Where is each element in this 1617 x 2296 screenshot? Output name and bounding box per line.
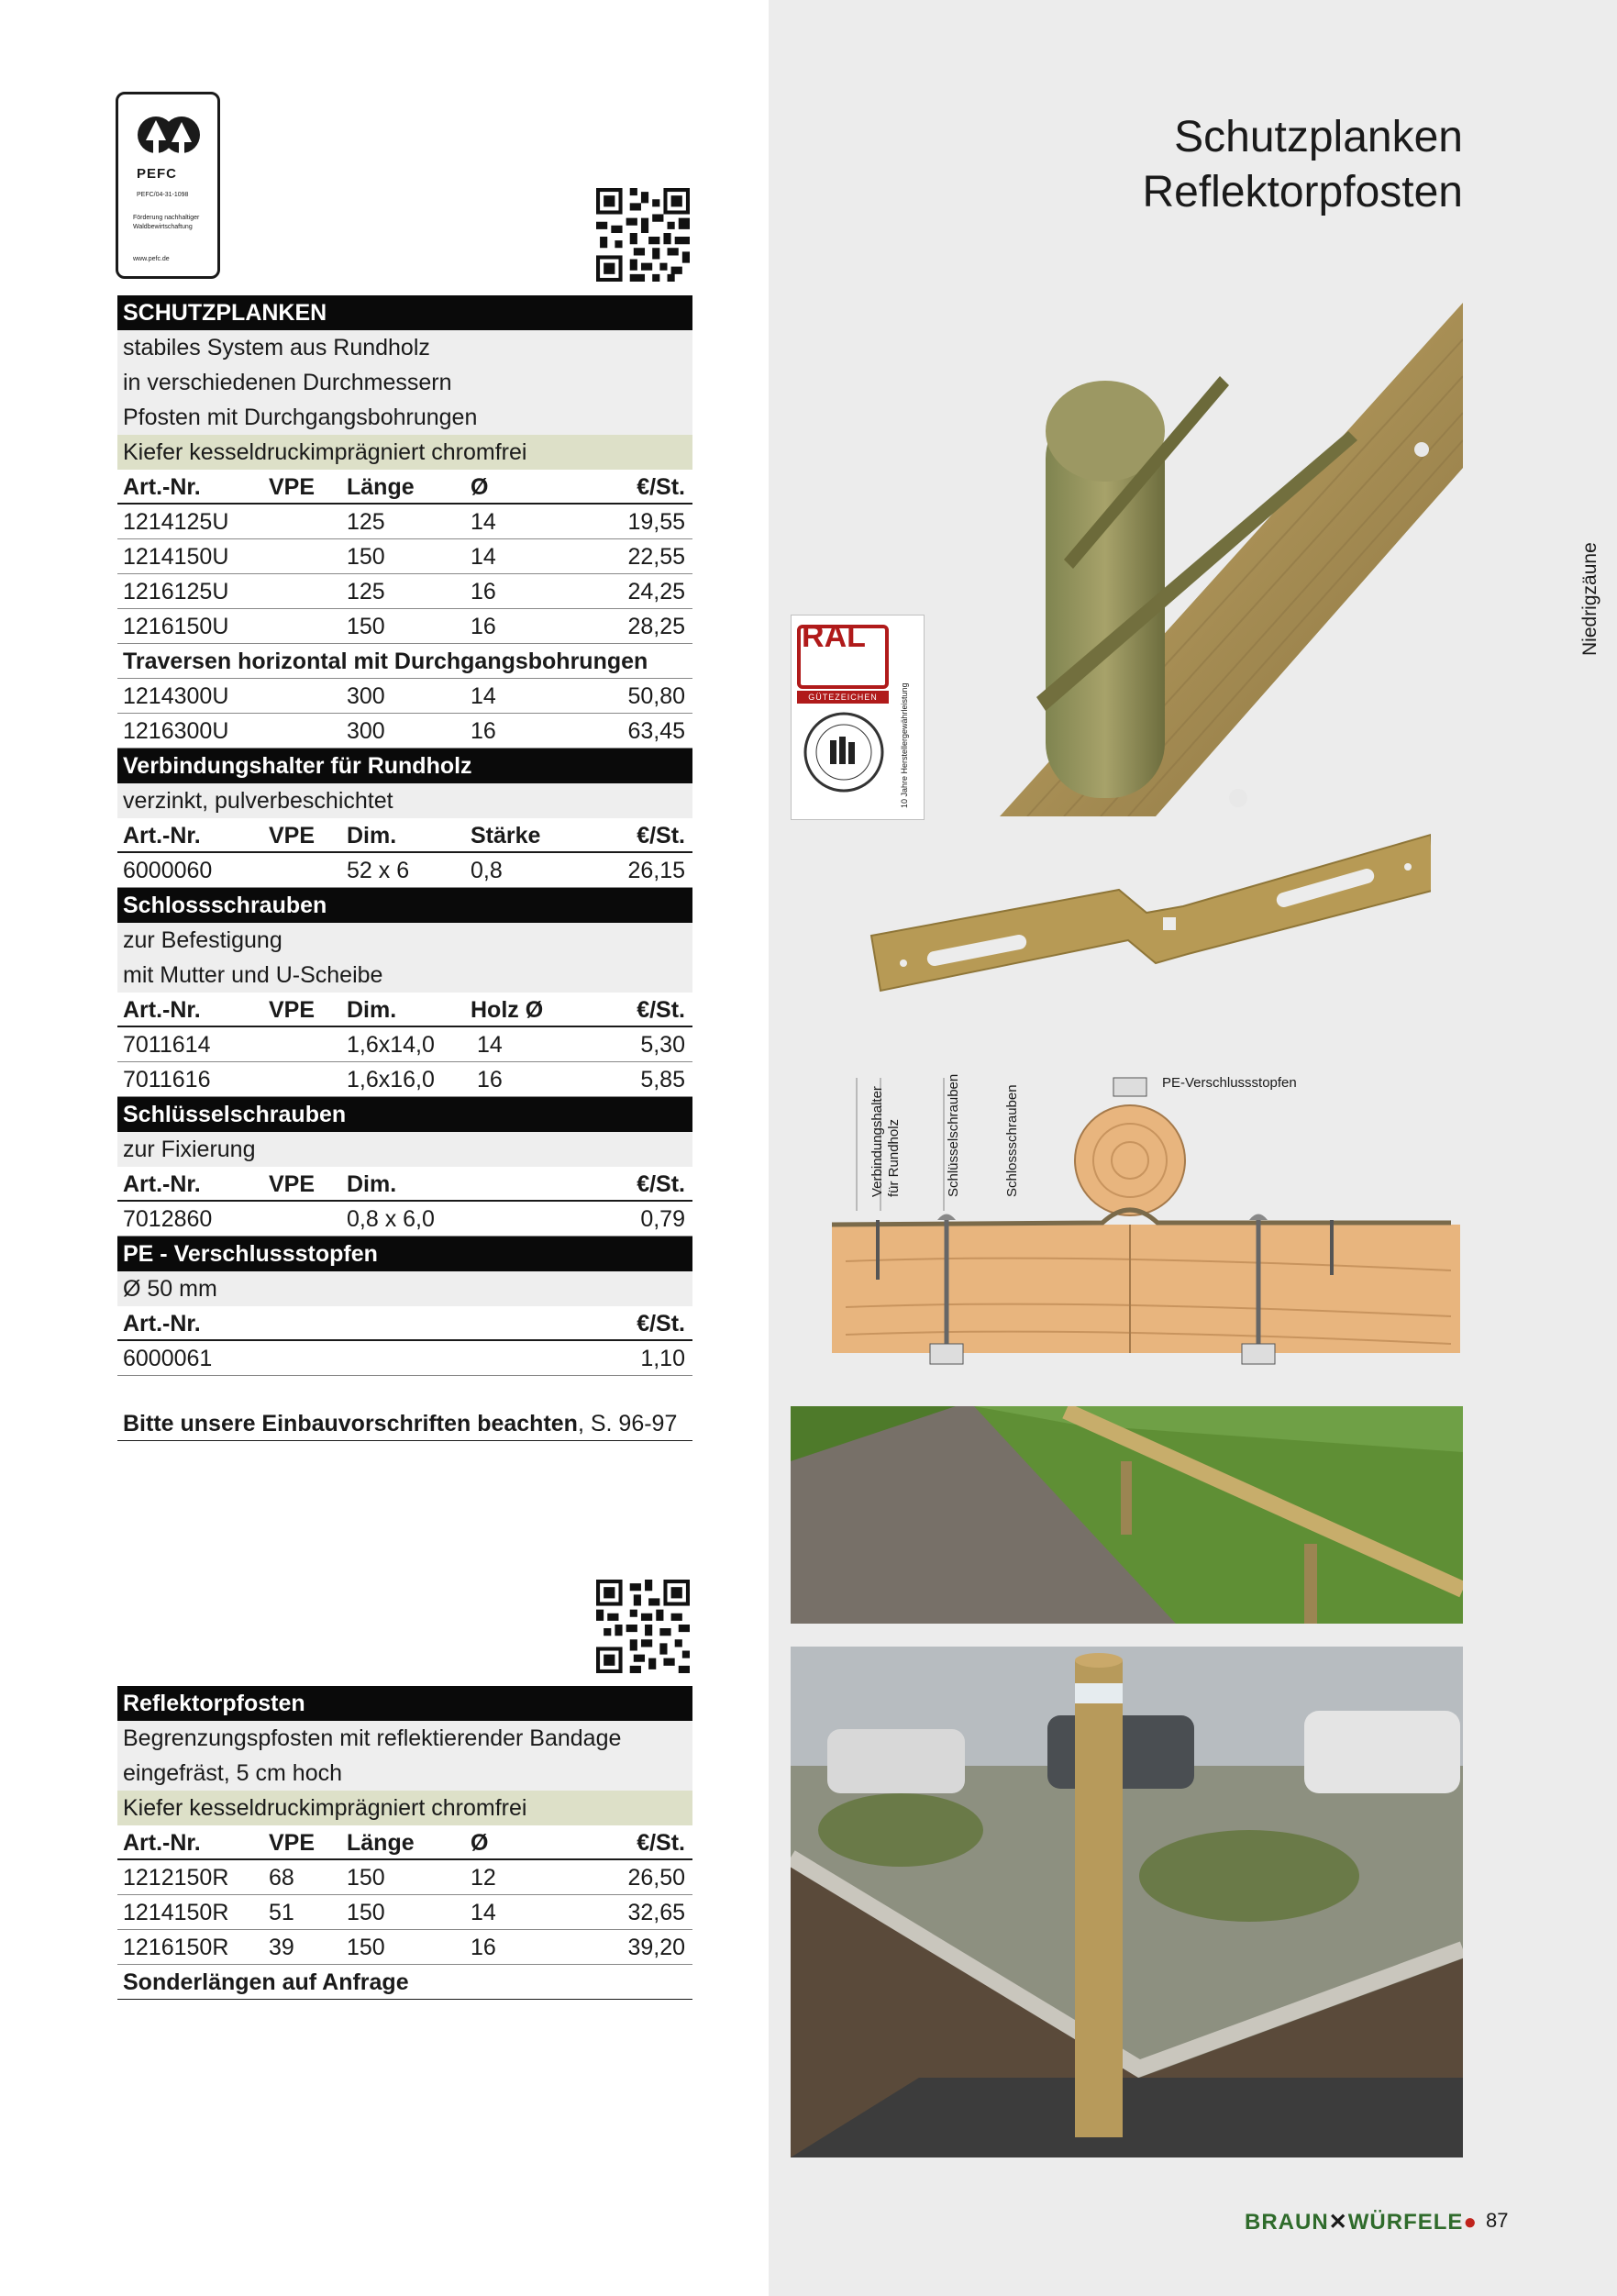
brand-cross-icon: ✕: [1328, 2210, 1348, 2235]
cell-laenge: 125: [347, 579, 385, 605]
photo-reflector-post: [791, 1647, 1463, 2157]
col-holz: Holz Ø: [471, 997, 544, 1023]
qr-code-icon[interactable]: [596, 1580, 690, 1673]
table-row[interactable]: [117, 1202, 692, 1237]
cell-art: 6000060: [123, 858, 213, 883]
cell-art: 1212150R: [123, 1865, 229, 1891]
cell-art: 7011614: [123, 1032, 211, 1058]
col-dim: Dim.: [347, 1171, 397, 1197]
col-durchmesser: Ø: [471, 1830, 489, 1856]
pefc-code: PEFC/04-31-1098: [137, 192, 189, 198]
cell-preis: 50,80: [627, 683, 685, 709]
col-staerke: Stärke: [471, 823, 541, 849]
section-header: Verbindungshalter für Rundholz: [117, 749, 692, 783]
cell-preis: 0,79: [640, 1206, 685, 1232]
col-preis: €/St.: [637, 1311, 685, 1337]
col-durchmesser: Ø: [471, 474, 489, 500]
cell-dim: 0,8 x 6,0: [347, 1206, 435, 1232]
cell-art: 1216300U: [123, 718, 229, 744]
column-header-row: [117, 1825, 692, 1860]
brand-dot-icon: ●: [1463, 2210, 1478, 2235]
install-note-row[interactable]: [117, 1406, 692, 1441]
cell-preis: 5,30: [640, 1032, 685, 1058]
cell-preis: 26,15: [627, 858, 685, 883]
table-row[interactable]: [117, 1027, 692, 1062]
table-row[interactable]: [117, 1860, 692, 1895]
cell-durchmesser: 16: [471, 718, 496, 744]
sub-header: Traversen horizontal mit Durchgangsbohrungen: [117, 644, 692, 679]
pefc-text: Förderung nachhaltiger Waldbewirtschaftung: [133, 215, 200, 230]
cell-art: 7012860: [123, 1206, 213, 1232]
side-tab[interactable]: [1570, 527, 1607, 656]
cell-preis: 39,20: [627, 1935, 685, 1960]
col-laenge: Länge: [347, 474, 415, 500]
table-row[interactable]: [117, 539, 692, 574]
label-schlossschrauben: Schlossschrauben: [1004, 1084, 1020, 1197]
pefc-logo: [116, 92, 220, 279]
cell-laenge: 125: [347, 509, 385, 535]
table-row[interactable]: [117, 505, 692, 539]
cell-laenge: 300: [347, 683, 385, 709]
page-title: [1142, 110, 1463, 220]
cell-vpe: 39: [269, 1935, 294, 1960]
col-preis: €/St.: [637, 474, 685, 500]
cell-vpe: 51: [269, 1900, 294, 1925]
cell-art: 1216150U: [123, 614, 229, 639]
table-row[interactable]: [117, 1341, 692, 1376]
cell-art: 1214150U: [123, 544, 229, 570]
col-preis: €/St.: [637, 823, 685, 849]
cell-art: 1214150R: [123, 1900, 229, 1925]
desc-line: zur Fixierung: [117, 1132, 692, 1167]
cell-preis: 22,55: [627, 544, 685, 570]
cell-art: 7011616: [123, 1067, 211, 1093]
col-preis: €/St.: [637, 1830, 685, 1856]
material-line: Kiefer kesseldruckimprägniert chromfrei: [117, 1791, 692, 1825]
cell-art: 1216150R: [123, 1935, 229, 1960]
col-art: Art.-Nr.: [123, 823, 201, 849]
photo-bracket: [862, 826, 1431, 1009]
cell-art: 1214125U: [123, 509, 229, 535]
table-schutzplanken: [117, 295, 692, 1376]
col-art: Art.-Nr.: [123, 474, 201, 500]
section-header: PE - Verschlussstopfen: [117, 1237, 692, 1271]
desc-line: Pfosten mit Durchgangsbohrungen: [117, 400, 692, 435]
table-row[interactable]: [117, 1930, 692, 1965]
page-number: 87: [1486, 2209, 1509, 2232]
table-row[interactable]: [117, 574, 692, 609]
cell-dim: 1,6x14,0: [347, 1032, 435, 1058]
section-header: SCHUTZPLANKEN: [117, 295, 692, 330]
cell-laenge: 150: [347, 544, 385, 570]
cell-preis: 24,25: [627, 579, 685, 605]
cell-preis: 32,65: [627, 1900, 685, 1925]
label-schluesselschrauben: Schlüsselschrauben: [946, 1073, 961, 1197]
table-row[interactable]: [117, 1895, 692, 1930]
col-dim: Dim.: [347, 823, 397, 849]
cell-durchmesser: 16: [471, 579, 496, 605]
col-art: Art.-Nr.: [123, 1311, 201, 1337]
cell-preis: 5,85: [640, 1067, 685, 1093]
install-note[interactable]: [117, 1406, 692, 1441]
desc-line: eingefräst, 5 cm hoch: [117, 1756, 692, 1791]
pefc-tree-icon: [133, 107, 205, 162]
cell-laenge: 300: [347, 718, 385, 744]
cell-durchmesser: 14: [471, 683, 496, 709]
braun-wuerfele-logo: [1245, 2209, 1478, 2235]
install-note-page: , S. 96-97: [577, 1411, 678, 1436]
column-header-row: [117, 818, 692, 853]
cell-preis: 63,45: [627, 718, 685, 744]
side-tab-label: Niedrigzäune: [1579, 542, 1600, 656]
col-vpe: VPE: [269, 474, 316, 500]
pefc-web: www.pefc.de: [133, 256, 170, 262]
cell-dim: 1,6x16,0: [347, 1067, 435, 1093]
cell-laenge: 150: [347, 614, 385, 639]
column-header-row: [117, 1167, 692, 1202]
material-line: Kiefer kesseldruckimprägniert chromfrei: [117, 435, 692, 470]
cell-art: 1214300U: [123, 683, 229, 709]
section-header: Schlüsselschrauben: [117, 1097, 692, 1132]
col-dim: Dim.: [347, 997, 397, 1023]
cell-preis: 19,55: [627, 509, 685, 535]
table-row[interactable]: [117, 1062, 692, 1097]
cell-durchmesser: 16: [471, 1935, 496, 1960]
col-art: Art.-Nr.: [123, 1171, 201, 1197]
cell-preis: 26,50: [627, 1865, 685, 1891]
brand-part-a: BRAUN: [1245, 2210, 1329, 2235]
cell-preis: 28,25: [627, 614, 685, 639]
cell-durchmesser: 14: [471, 544, 496, 570]
col-art: Art.-Nr.: [123, 1830, 201, 1856]
ral-warranty: 10 Jahre Herstellergewährleistung: [900, 682, 909, 808]
cell-laenge: 150: [347, 1935, 385, 1960]
table-row[interactable]: [117, 714, 692, 749]
label-pe-verschlussstopfen: PE-Verschlussstopfen: [1162, 1075, 1297, 1091]
table-row[interactable]: [117, 609, 692, 644]
table-reflektorpfosten: [117, 1686, 692, 2000]
col-vpe: VPE: [269, 1830, 316, 1856]
col-laenge: Länge: [347, 1830, 415, 1856]
desc-line: Ø 50 mm: [117, 1271, 692, 1306]
cell-durchmesser: 12: [471, 1865, 496, 1891]
brand-part-b: WÜRFELE: [1347, 2210, 1464, 2235]
ral-word: RAL: [802, 619, 866, 654]
ral-sub: GÜTEZEICHEN: [797, 691, 889, 704]
cell-preis: 1,10: [640, 1346, 685, 1371]
quality-seal-icon: [803, 711, 885, 793]
table-row[interactable]: [117, 679, 692, 714]
col-vpe: VPE: [269, 823, 316, 849]
cell-holz: 14: [477, 1032, 503, 1058]
column-header-row: [117, 1306, 692, 1341]
cell-staerke: 0,8: [471, 858, 503, 883]
photo-path-fence: [791, 1406, 1463, 1624]
cell-laenge: 150: [347, 1865, 385, 1891]
cell-art: 1216125U: [123, 579, 229, 605]
section-header: Reflektorpfosten: [117, 1686, 692, 1721]
title-line-2: Reflektorpfosten: [1142, 168, 1463, 216]
title-line-1: Schutzplanken: [1174, 113, 1463, 161]
desc-line: in verschiedenen Durchmessern: [117, 365, 692, 400]
cell-laenge: 150: [347, 1900, 385, 1925]
cell-art: 6000061: [123, 1346, 213, 1371]
column-header-row: [117, 993, 692, 1027]
cell-vpe: 68: [269, 1865, 294, 1891]
col-art: Art.-Nr.: [123, 997, 201, 1023]
col-vpe: VPE: [269, 997, 316, 1023]
section-header: Schlossschrauben: [117, 888, 692, 923]
footnote: Sonderlängen auf Anfrage: [117, 1965, 692, 2000]
cell-durchmesser: 14: [471, 509, 496, 535]
cell-holz: 16: [477, 1067, 503, 1093]
desc-line: zur Befestigung: [117, 923, 692, 958]
col-vpe: VPE: [269, 1171, 316, 1197]
label-fuer-rundholz: für Rundholz: [886, 1118, 902, 1197]
desc-line: verzinkt, pulverbeschichtet: [117, 783, 692, 818]
cell-dim: 52 x 6: [347, 858, 410, 883]
qr-code-icon[interactable]: [596, 188, 690, 282]
desc-line: Begrenzungspfosten mit reflektierender Bandage: [117, 1721, 692, 1756]
table-row[interactable]: [117, 853, 692, 888]
col-preis: €/St.: [637, 1171, 685, 1197]
column-header-row: [117, 470, 692, 505]
cell-durchmesser: 14: [471, 1900, 496, 1925]
install-note-bold: Bitte unsere Einbauvorschriften beachten: [123, 1411, 578, 1436]
photo-log-connection: [945, 303, 1463, 816]
cell-durchmesser: 16: [471, 614, 496, 639]
desc-line: mit Mutter und U-Scheibe: [117, 958, 692, 993]
desc-line: stabiles System aus Rundholz: [117, 330, 692, 365]
ral-logo: [791, 615, 925, 820]
pefc-brand: PEFC: [137, 166, 178, 182]
installation-diagram: [791, 1041, 1460, 1394]
col-preis: €/St.: [637, 997, 685, 1023]
label-verbindungshalter: Verbindungshalter: [869, 1086, 885, 1197]
